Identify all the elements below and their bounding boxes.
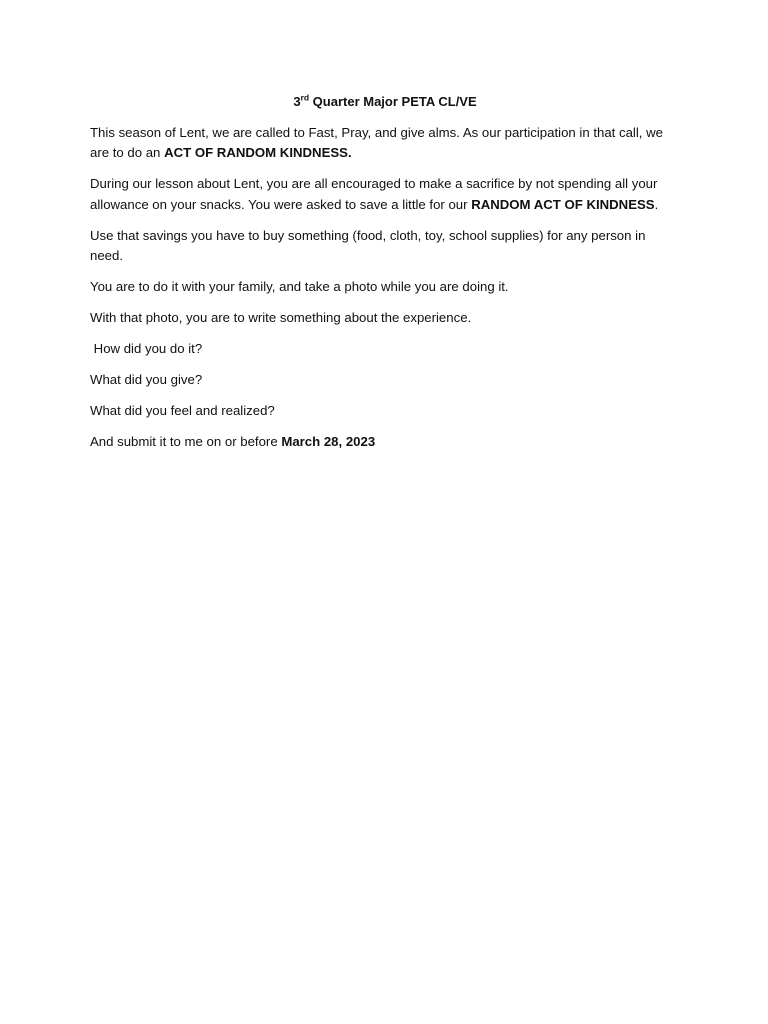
paragraph-sacrifice-text: During our lesson about Lent, you are all encouraged to make a sacrifice by not spending all your allowance on your snacks. You were asked to save a little for our	[90, 176, 658, 212]
paragraph-lent-call	[90, 123, 680, 164]
paragraph-lent-call-text: This season of Lent, we are called to Fast, Pray, and give alms. As our participation in that call, we are to do an	[90, 124, 663, 160]
title-ordinal-suffix: rd	[300, 92, 310, 103]
paragraph-write-experience: With that photo, you are to write something about the experience.	[90, 310, 472, 325]
paragraph-deadline-text: And submit it to me on or before	[90, 434, 282, 449]
title-ordinal-number: 3	[293, 94, 301, 109]
paragraph-sacrifice-period: .	[654, 196, 659, 212]
deadline-date: March 28, 2023	[281, 434, 376, 449]
paragraph-family-photo: You are to do it with your family, and take a photo while you are doing it.	[90, 279, 509, 294]
question-how: How did you do it?	[90, 341, 203, 356]
document-body	[90, 92, 680, 463]
document-title	[90, 92, 680, 113]
title-text: Quarter Major PETA CL/VE	[309, 94, 477, 109]
paragraph-sacrifice	[90, 174, 680, 215]
paragraph-deadline	[90, 432, 680, 453]
paragraph-savings: Use that savings you have to buy something (food, cloth, toy, school supplies) for any person in need.	[90, 227, 646, 263]
paragraph-lent-call-emphasis: ACT OF RANDOM KINDNESS.	[164, 145, 352, 160]
paragraph-sacrifice-emphasis: RANDOM ACT OF KINDNESS	[471, 196, 655, 212]
question-what-give: What did you give?	[90, 372, 203, 387]
question-what-feel: What did you feel and realized?	[90, 403, 275, 418]
